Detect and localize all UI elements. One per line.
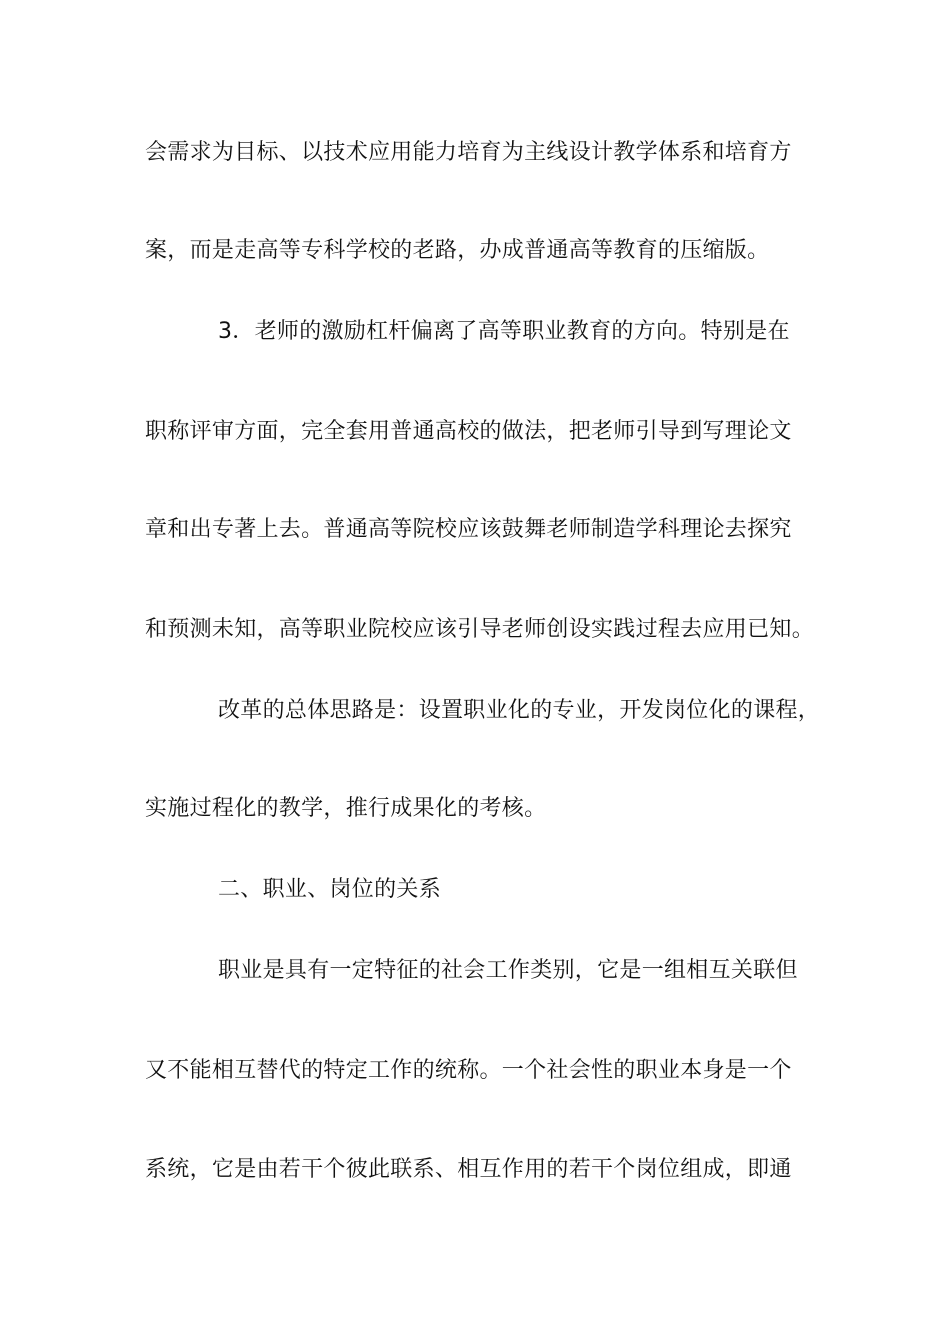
paragraph-line: 职称评审方面，完全套用普通高校的做法，把老师引导到写理论文: [145, 419, 792, 444]
paragraph-line: 案，而是走高等专科学校的老路，办成普通高等教育的压缩版。: [145, 238, 770, 263]
section-heading: 二、职业、岗位的关系: [218, 877, 442, 902]
paragraph-line: 又不能相互替代的特定工作的统称。一个社会性的职业本身是一个: [145, 1058, 792, 1083]
paragraph-line: 系统，它是由若干个彼此联系、相互作用的若干个岗位组成，即通: [145, 1157, 792, 1182]
paragraph-line: 3．老师的激励杠杆偏离了高等职业教育的方向。特别是在: [218, 319, 790, 344]
paragraph-line: 实施过程化的教学，推行成果化的考核。: [145, 796, 547, 821]
paragraph-line: 会需求为目标、以技术应用能力培育为主线设计教学体系和培育方: [145, 140, 792, 165]
paragraph-line: 章和出专著上去。普通高等院校应该鼓舞老师制造学科理论去探究: [145, 517, 792, 542]
paragraph-line: 改革的总体思路是：设置职业化的专业，开发岗位化的课程，: [218, 698, 821, 723]
paragraph-line: 职业是具有一定特征的社会工作类别，它是一组相互关联但: [218, 958, 798, 983]
paragraph-line: 和预测未知，高等职业院校应该引导老师创设实践过程去应用已知。: [145, 617, 815, 642]
